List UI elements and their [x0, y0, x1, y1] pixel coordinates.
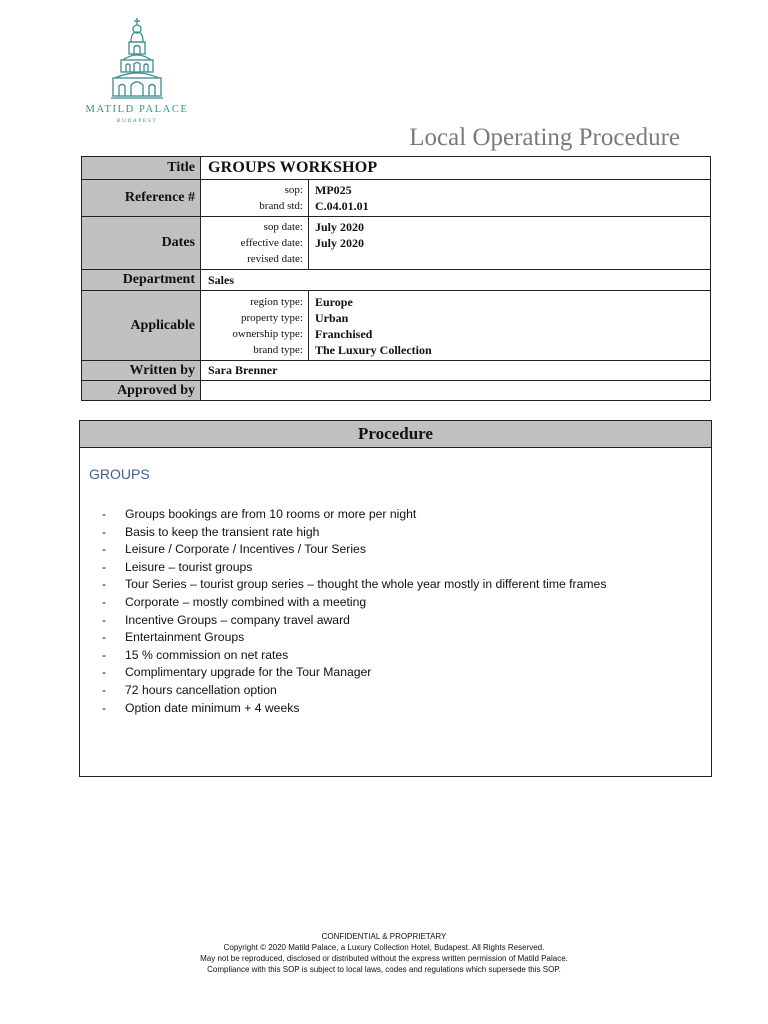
document-footer — [0, 931, 768, 975]
brand-std-sub-label: brand std: — [259, 200, 303, 212]
dash-bullet: - — [102, 612, 107, 627]
reference-values — [309, 180, 711, 217]
procedure-box — [79, 420, 712, 777]
brand-type-sub-label: brand type: — [253, 343, 303, 356]
dash-bullet: - — [102, 577, 107, 592]
list-item-text: Tour Series – tourist group series – thought the whole year mostly in different time frames — [125, 577, 607, 592]
title-row — [82, 157, 711, 180]
dash-bullet: - — [102, 682, 107, 697]
footer-reproduction-notice: May not be reproduced, disclosed or distributed without the express written permission of Matild Palace. — [200, 954, 568, 963]
reference-sub-labels — [201, 180, 309, 217]
region-type-value: Europe — [315, 294, 353, 309]
dash-bullet: - — [102, 507, 107, 521]
document-heading: Local Operating Procedure — [409, 124, 680, 151]
revised-date-value — [315, 251, 704, 267]
procedure-heading: Procedure — [80, 421, 711, 448]
footer-copyright: Copyright © 2020 Matild Palace, a Luxury Collection Hotel, Budapest. All Rights Reserved. — [223, 943, 545, 952]
department-label: Department — [82, 270, 201, 291]
approved-by-row — [82, 381, 711, 401]
list-item-text: Entertainment Groups — [125, 630, 245, 645]
dates-row — [82, 217, 711, 270]
dash-bullet: - — [102, 647, 107, 662]
logo-city: BUDAPEST — [116, 118, 158, 124]
hotel-logo — [76, 16, 198, 134]
dates-label: Dates — [82, 217, 201, 270]
ownership-type-value: Franchised — [315, 326, 373, 341]
applicable-label: Applicable — [82, 291, 201, 361]
list-item — [80, 629, 711, 647]
list-item-text: 15 % commission on net rates — [125, 647, 289, 662]
department-value: Sales — [201, 270, 711, 291]
list-item-text: Leisure / Corporate / Incentives / Tour Series — [125, 542, 366, 557]
written-by-value: Sara Brenner — [201, 361, 711, 381]
list-item-text: 72 hours cancellation option — [125, 682, 277, 697]
list-item — [80, 559, 711, 577]
list-item-text: Incentive Groups – company travel award — [125, 612, 350, 627]
written-by-row — [82, 361, 711, 381]
dates-values — [309, 217, 711, 270]
list-item — [80, 524, 711, 542]
applicable-values — [309, 291, 711, 361]
list-item-text: Leisure – tourist groups — [125, 559, 253, 574]
dash-bullet: - — [102, 524, 107, 539]
applicable-row — [82, 291, 711, 361]
sop-date-sub-label: sop date: — [263, 221, 303, 233]
approved-by-label: Approved by — [82, 381, 201, 401]
reference-row — [82, 180, 711, 217]
dash-bullet: - — [102, 700, 107, 715]
sop-sub-label: sop: — [284, 184, 303, 196]
list-item-text: Option date minimum + 4 weeks — [125, 700, 300, 715]
approved-by-value — [201, 381, 711, 401]
list-item-text: Complimentary upgrade for the Tour Manager — [125, 665, 372, 680]
dash-bullet: - — [102, 630, 107, 645]
list-item — [80, 682, 711, 700]
logo-name: MATILD PALACE — [85, 104, 189, 115]
dash-bullet: - — [102, 594, 107, 609]
list-item-text: Corporate – mostly combined with a meeting — [125, 594, 367, 609]
list-item — [80, 647, 711, 665]
list-item — [80, 506, 711, 524]
dash-bullet: - — [102, 665, 107, 680]
region-type-sub-label: region type: — [250, 295, 303, 308]
effective-date-sub-label: effective date: — [240, 237, 303, 249]
title-value: GROUPS WORKSHOP — [201, 157, 711, 180]
brand-type-value: The Luxury Collection — [315, 342, 432, 357]
list-item — [80, 664, 711, 682]
list-item — [80, 700, 711, 718]
brand-std-value: C.04.01.01 — [315, 199, 369, 213]
applicable-sub-labels — [201, 291, 309, 361]
reference-label: Reference # — [82, 180, 201, 217]
palace-tower-icon — [109, 16, 165, 100]
property-type-sub-label: property type: — [240, 311, 303, 324]
list-item — [80, 541, 711, 559]
department-row — [82, 270, 711, 291]
procedure-list — [80, 506, 711, 717]
effective-date-value: July 2020 — [315, 236, 365, 250]
dash-bullet: - — [102, 542, 107, 557]
list-item-text: Groups bookings are from 10 rooms or more per night — [125, 507, 417, 521]
ownership-type-sub-label: ownership type: — [232, 327, 303, 340]
list-item — [80, 612, 711, 630]
footer-compliance-notice: Compliance with this SOP is subject to local laws, codes and regulations which supersede this SOP. — [207, 965, 561, 974]
sop-value: MP025 — [315, 183, 352, 197]
property-type-value: Urban — [315, 310, 349, 325]
dash-bullet: - — [102, 559, 107, 574]
sop-info-table — [81, 156, 711, 401]
procedure-subheading: GROUPS — [89, 466, 150, 482]
list-item — [80, 594, 711, 612]
dates-sub-labels — [201, 217, 309, 270]
revised-date-sub-label: revised date: — [247, 253, 303, 265]
list-item — [80, 576, 711, 594]
title-label: Title — [82, 157, 201, 180]
list-item-text: Basis to keep the transient rate high — [125, 524, 320, 539]
footer-confidential: CONFIDENTIAL & PROPRIETARY — [321, 932, 447, 941]
sop-date-value: July 2020 — [315, 220, 365, 234]
written-by-label: Written by — [82, 361, 201, 381]
